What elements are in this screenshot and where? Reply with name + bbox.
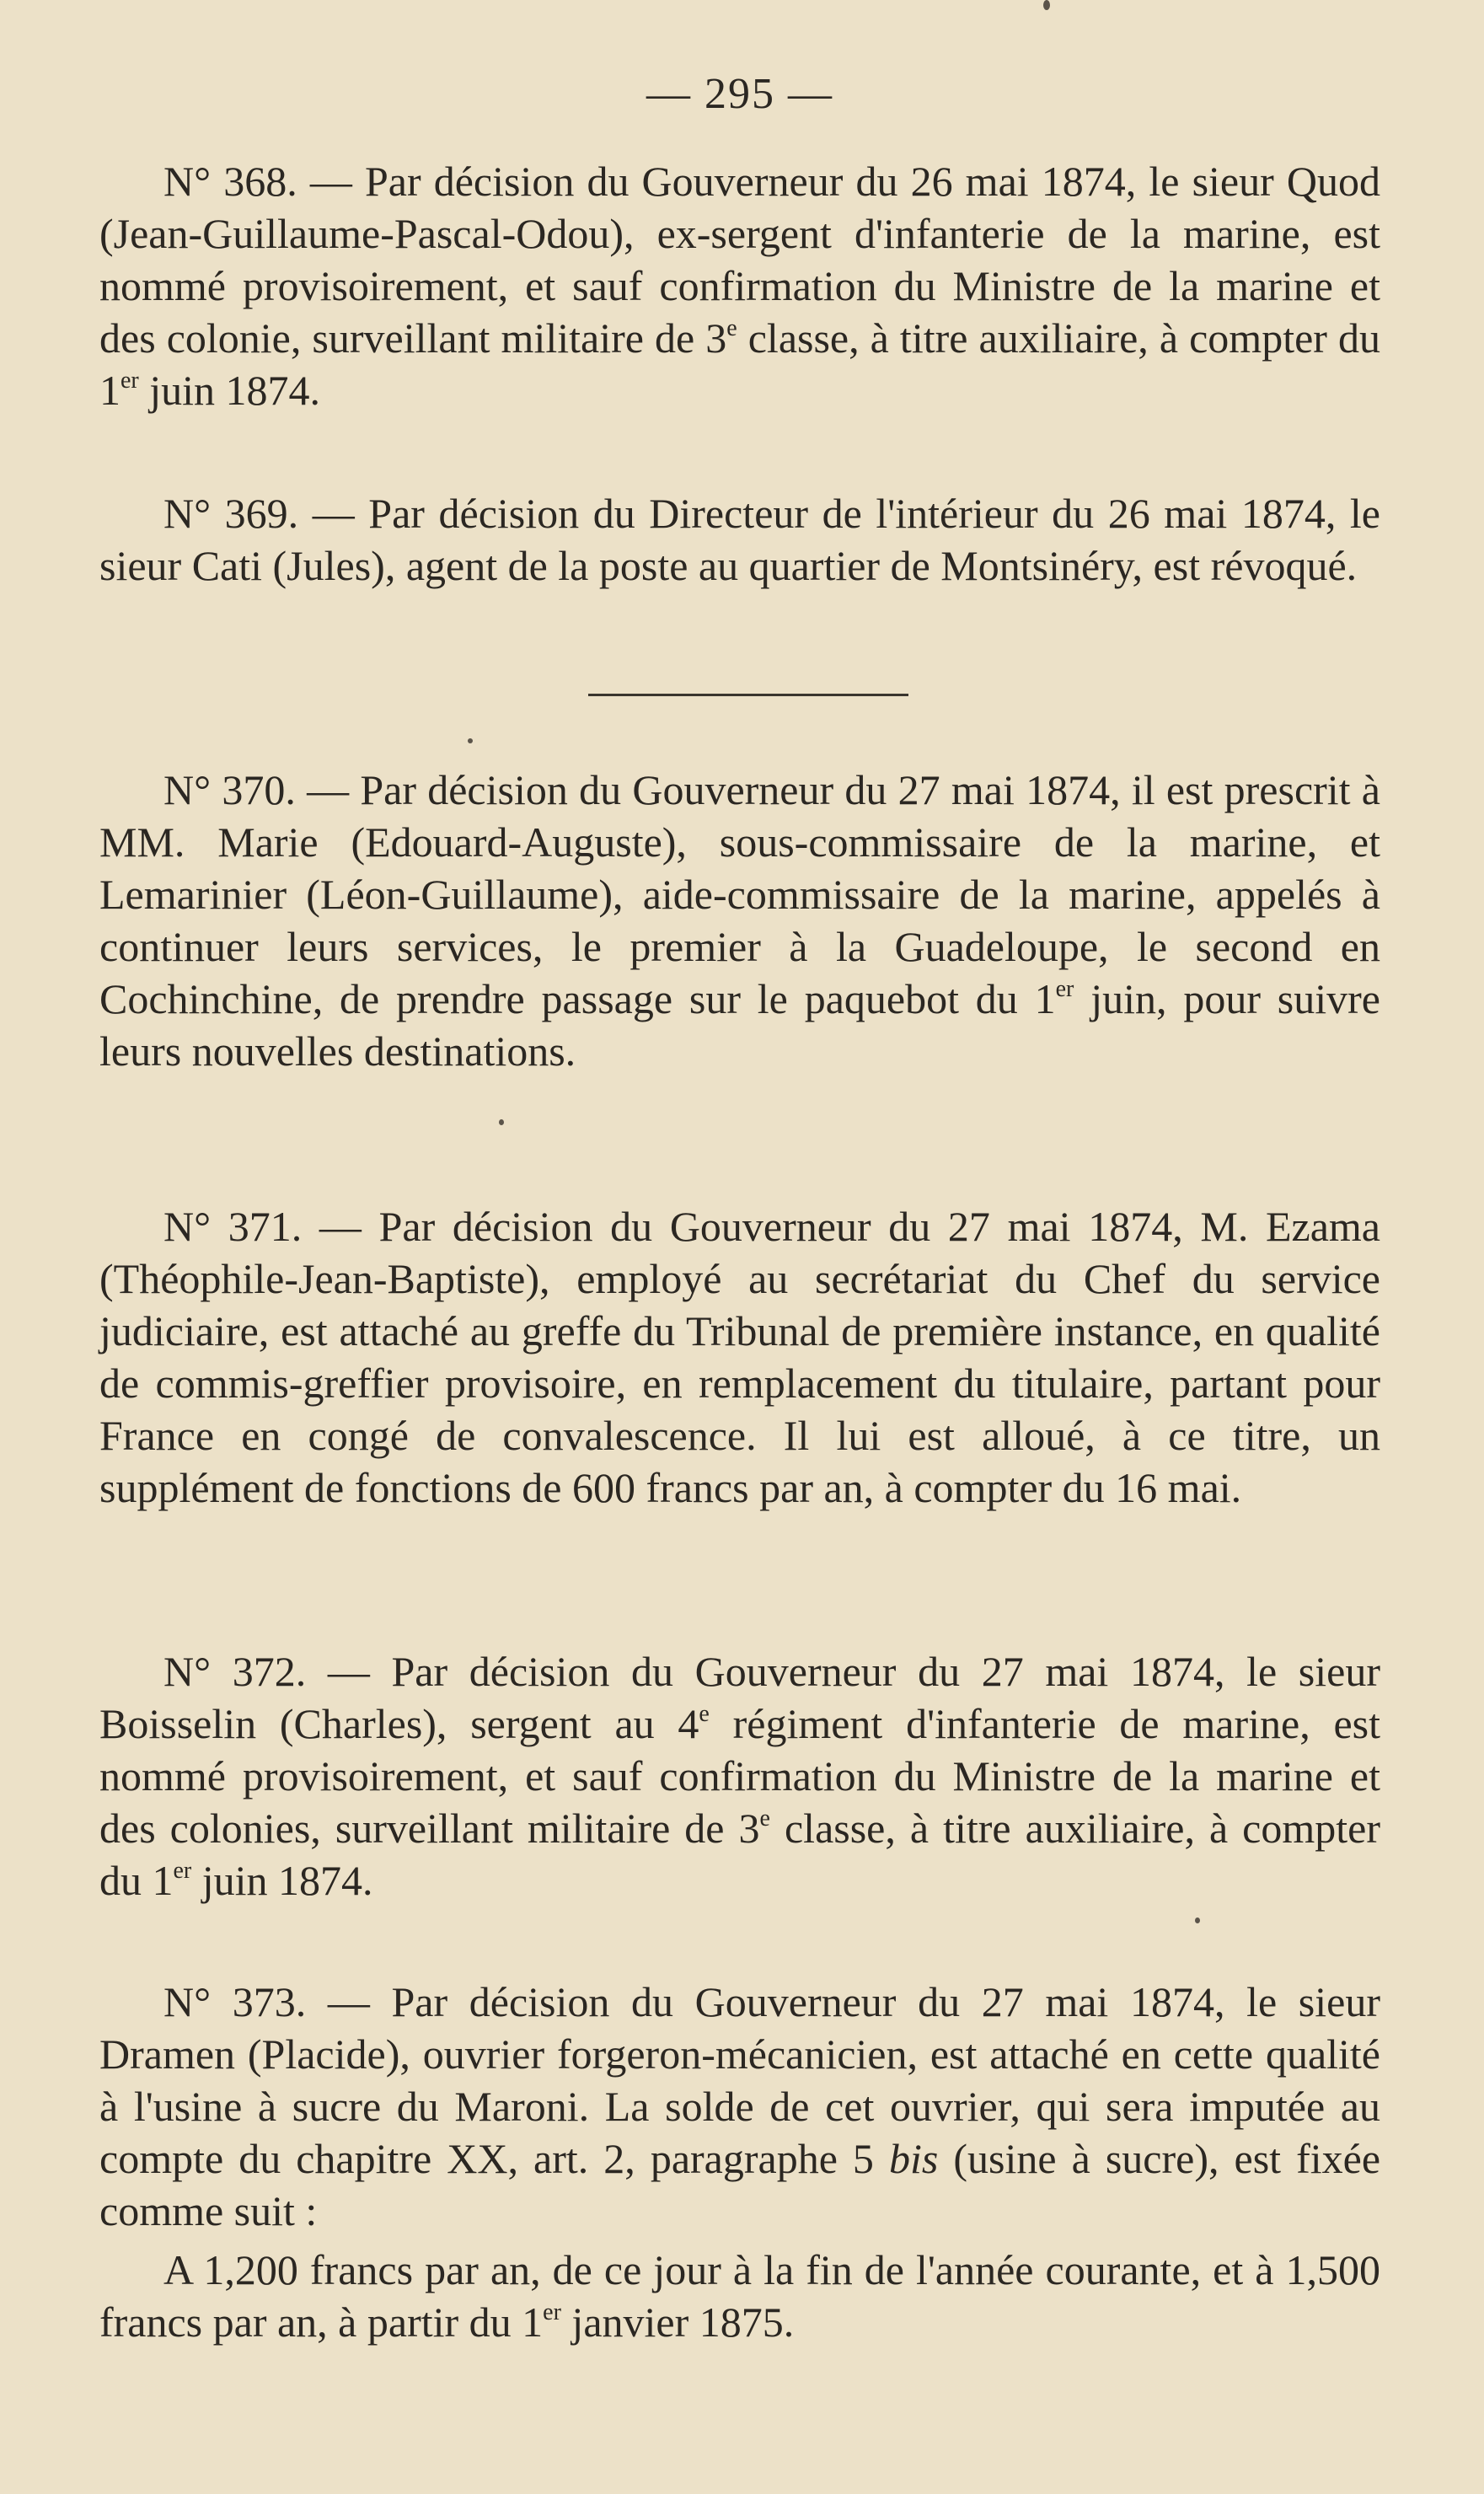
entry-369-paragraph-1: N° 369. — Par décision du Directeur de l'intérieur du 26 mai 1874, le sieur Cati (Jules), agent de la poste au quartier de Montsinéry, est révoqué. <box>99 490 1380 589</box>
page-number: — 295 — <box>646 70 833 118</box>
entry-370-paragraph-1: N° 370. — Par décision du Gouverneur du 27 mai 1874, il est prescrit à MM. Marie (Edouard-Auguste), sous-commissaire de la marine, et Lemarinier (Léon-Guillaume), aide-commissaire de la marine, appelés à continuer leurs services, le premier à la Guadeloupe, le second en Cochinchine, de prendre passage sur le paquebot du 1er juin, pour suivre leurs nouvelles destinations. <box>99 766 1380 1075</box>
section-separator <box>588 694 908 696</box>
entry-372 <box>99 1645 1380 1907</box>
entry-369 <box>99 487 1380 592</box>
entry-368-paragraph-1: N° 368. — Par décision du Gouverneur du 26 mai 1874, le sieur Quod (Jean-Guillaume-Pascal-Odou), ex-sergent d'infanterie de la marine, est nommé provisoirement, et sauf confirmation du Ministre de la marine et des colonie, surveillant militaire de 3e classe, à titre auxiliaire, à compter du 1er juin 1874. <box>99 158 1380 414</box>
entry-371-paragraph-1: N° 371. — Par décision du Gouverneur du 27 mai 1874, M. Ezama (Théophile-Jean-Baptiste), employé au secrétariat du Chef du service judiciaire, est attaché au greffe du Tribunal de première instance, en qualité de commis-greffier provisoire, en remplacement du titulaire, partant pour France en congé de convalescence. Il lui est alloué, à ce titre, un supplément de fonctions de 600 francs par an, à compter du 16 mai. <box>99 1203 1380 1511</box>
entry-370 <box>99 764 1380 1077</box>
entry-373-paragraph-2: A 1,200 francs par an, de ce jour à la fin de l'année courante, et à 1,500 francs par an, à partir du 1er janvier 1875. <box>99 2246 1380 2346</box>
print-speck <box>1195 1917 1200 1923</box>
entry-373 <box>99 1976 1380 2348</box>
print-speck <box>1043 0 1050 10</box>
print-speck <box>468 738 473 743</box>
entry-368 <box>99 155 1380 416</box>
entry-372-paragraph-1: N° 372. — Par décision du Gouverneur du 27 mai 1874, le sieur Boisselin (Charles), sergent au 4e régiment d'infanterie de marine, est nommé provisoirement, et sauf confirmation du Ministre de la marine et des colonies, surveillant militaire de 3e classe, à titre auxiliaire, à compter du 1er juin 1874. <box>99 1648 1380 1904</box>
entry-371 <box>99 1200 1380 1514</box>
entry-373-paragraph-1: N° 373. — Par décision du Gouverneur du 27 mai 1874, le sieur Dramen (Placide), ouvrier forgeron-mécanicien, est attaché en cette qualité à l'usine à sucre du Maroni. La solde de cet ouvrier, qui sera imputée au compte du chapitre XX, art. 2, paragraphe 5 bis (usine à sucre), est fixée comme suit : <box>99 1978 1381 2234</box>
print-speck <box>499 1119 504 1125</box>
